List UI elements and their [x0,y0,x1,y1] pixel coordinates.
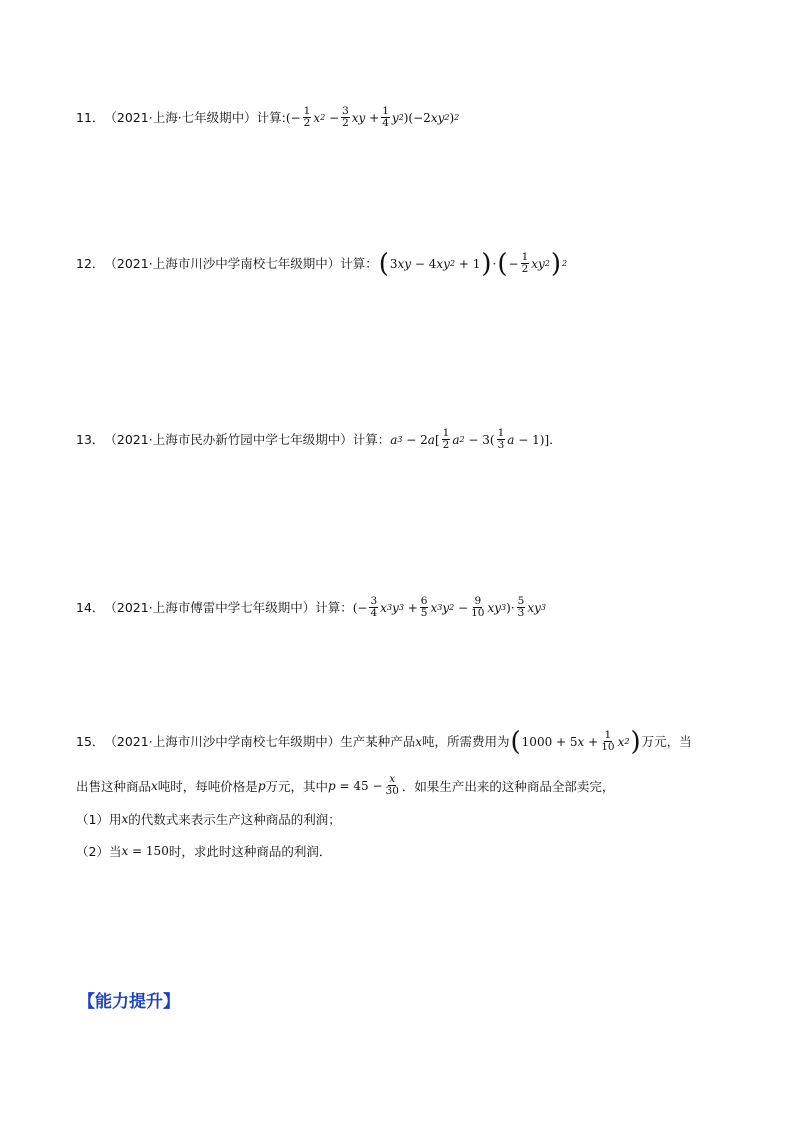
expression-12: ( 3 xy − 4 xy 2 + 1 ) · ( − $\frac{1}{2}$ xy 2 ) 2 [378,248,568,279]
problem-prompt: 计算： [352,431,391,447]
price-formula: p = 45 − $\frac{x}{30}$ [328,773,399,797]
trailing-period: ． [549,431,562,447]
problem-text: 出售这种商品 [76,778,152,794]
problem-text: 万元，其中 [265,778,329,794]
problem-text: 吨，所需费用为 [422,733,510,749]
expression-11: (− $\frac{1}{2}$ x 2 − $\frac{3}{2}$ xy + $\frac{1}{4}$ y 2 )(−2 xy 2 ) 2 [285,105,460,129]
variable-p: p [257,778,266,793]
expression-13: a 3 − 2 a [ $\frac{1}{2}$ a 2 − 3( $\frac{1}{3}$ a − 1)] [390,427,550,451]
problem-source: （2021·上海市民办新竹园中学七年级期中） [104,431,353,447]
variable-x: x [151,778,158,793]
problem-text: 生产某种产品 [340,733,416,749]
problem-prompt: 计算： [340,255,378,271]
problem-source: （2021·上海市傅雷中学七年级期中） [104,599,316,615]
problem-14 [76,596,734,619]
problem-text: 万元，当 [641,733,692,749]
problem-15-part-2 [76,842,331,860]
problem-number: 14． [76,599,105,615]
problem-text: 吨时，每吨价格是 [157,778,258,794]
problem-source: （2021·上海市川沙中学南校七年级期中） [104,733,341,749]
problem-11 [76,106,734,129]
problem-13 [76,428,734,451]
condition-expression: x = 150 [121,844,169,858]
problem-number: 13． [76,431,105,447]
problem-12 [76,248,734,279]
subquestion-text: 的代数式来表示生产这种商品的利润； [128,812,341,827]
problem-source: （2021·上海市川沙中学南校七年级期中） [104,255,341,271]
problem-prompt: 计算: [256,109,286,125]
subquestion-text: 时，求此时这种商品的利润． [168,844,332,859]
problem-15-line-2 [76,774,614,797]
variable-x: x [121,812,129,826]
subquestion-label: （2）当 [76,844,122,859]
problem-15 [76,726,734,757]
problem-number: 11． [76,109,105,125]
cost-expression: ( 1000 + 5 x + $\frac{1}{10}$ x 2 ) [510,726,641,757]
problem-number: 15． [76,733,105,749]
problem-prompt: 计算： [315,599,353,615]
problem-source: （2021·上海·七年级期中） [104,109,257,125]
problem-number: 12． [76,255,105,271]
subquestion-label: （1）用 [76,812,122,827]
variable-x: x [415,734,422,749]
section-title: 【能力提升】 [78,992,180,1012]
problem-text: ．如果生产出来的这种商品全部卖完， [401,778,615,794]
problem-15-part-1 [76,810,341,828]
expression-14: (− $\frac{3}{4}$ x 3 y 3 + $\frac{6}{5}$ x 3 y 2 − $\frac{9}{10}$ xy 3 ) · $\frac{5}{3}$ xy 3 [352,595,546,619]
